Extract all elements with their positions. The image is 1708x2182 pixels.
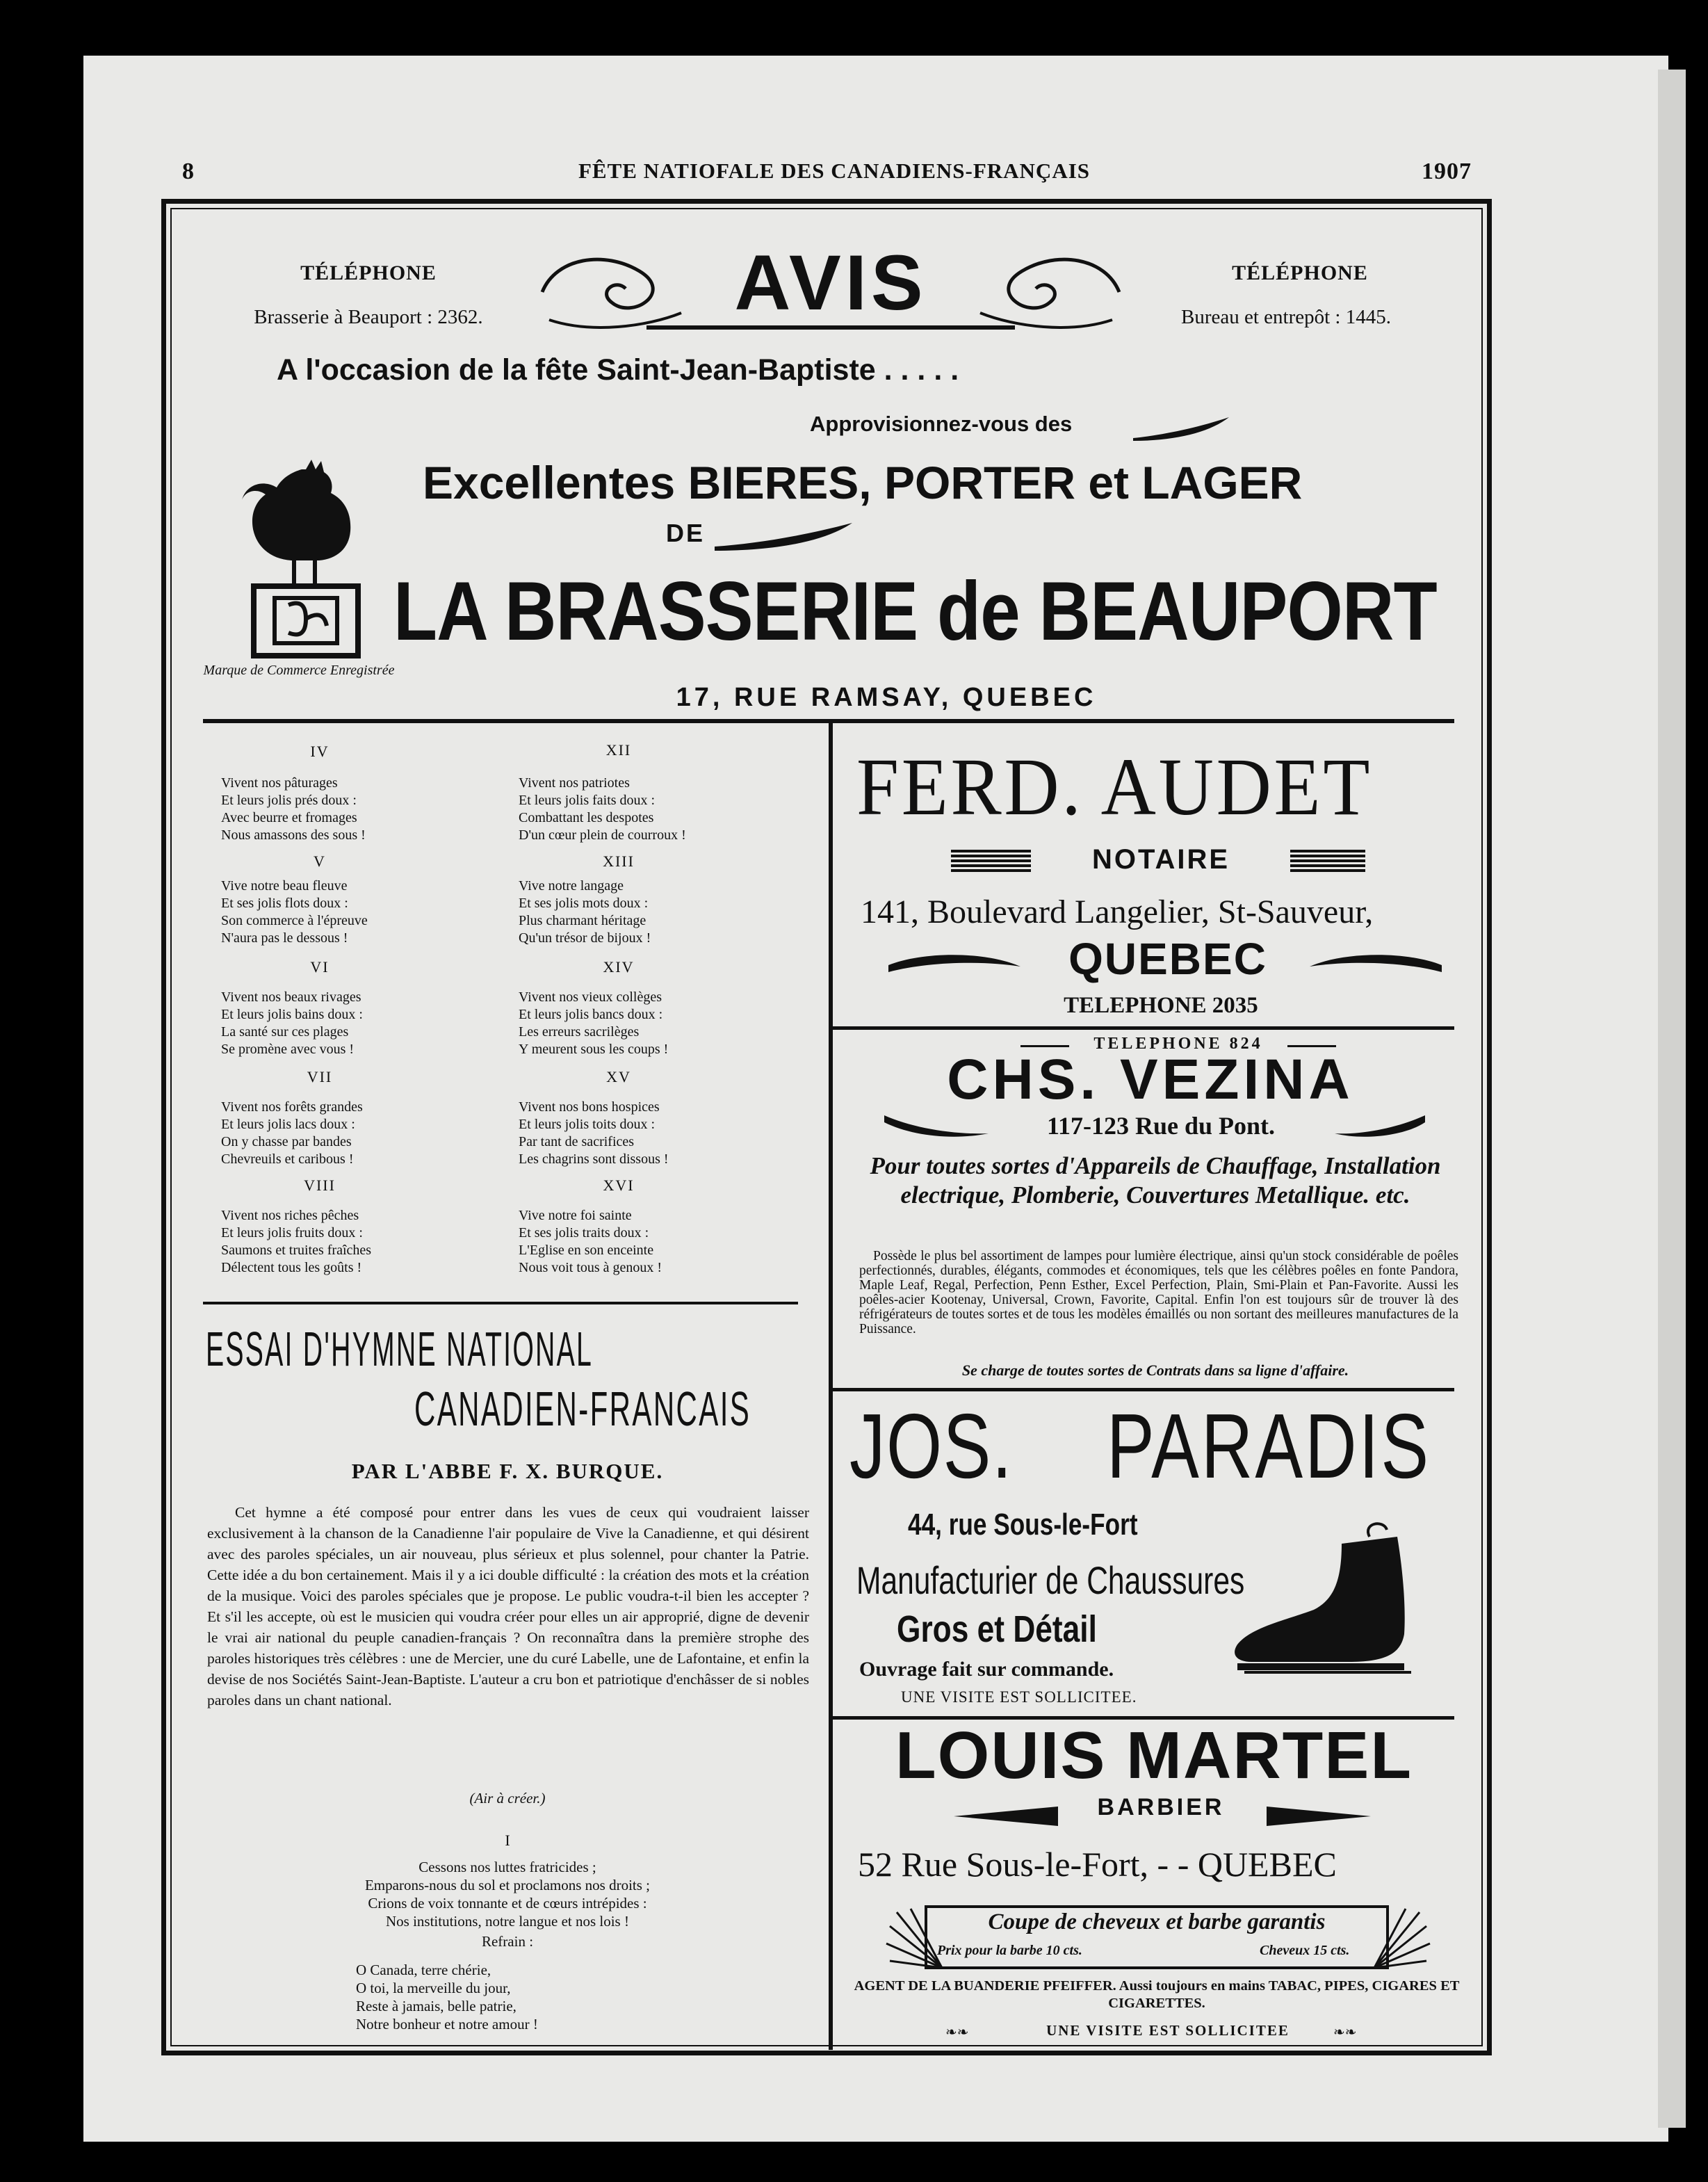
stanza-number: XV xyxy=(606,1068,631,1085)
paradis-first-name: JOS. xyxy=(849,1395,1014,1497)
stanza-number: XIV xyxy=(603,958,635,976)
stanza-text: Vivent nos beaux rivages Et leurs jolis bains doux : La santé sur ces plages Se promène avec vous ! xyxy=(221,989,363,1057)
ornament-right: ❧❧ xyxy=(1333,2025,1357,2040)
swash-decoration xyxy=(1310,951,1442,979)
stanza-text: Vivent nos pâturages Et leurs jolis prés doux : Avec beurre et fromages Nous amassons des sous ! xyxy=(221,775,366,843)
hymn-refrain: O Canada, terre chérie, O toi, la merveille du jour, Reste à jamais, belle patrie, Notre bonheur et notre amour ! xyxy=(356,1962,538,2033)
hymn-stanza-number: I xyxy=(505,1832,510,1849)
tel-left-value: Brasserie à Beauport : 2362. xyxy=(254,306,483,328)
swash-decoration xyxy=(888,951,1020,979)
martel-address: 52 Rue Sous-le-Fort, - - QUEBEC xyxy=(858,1845,1337,1884)
ornament-bar xyxy=(1290,850,1365,872)
martel-profession: BARBIER xyxy=(1097,1794,1225,1820)
swash-decoration xyxy=(1335,1113,1425,1140)
hymn-air-note: (Air à créer.) xyxy=(469,1790,546,1807)
audet-address: 141, Boulevard Langelier, St-Sauveur, xyxy=(861,894,1374,930)
stanza-number: V xyxy=(314,852,326,870)
paradis-line1: Manufacturier de Chaussures xyxy=(856,1558,1245,1602)
stanza-text: Vivent nos vieux collèges Et leurs jolis bancs doux : Les erreurs sacrilèges Y meurent sous les coups ! xyxy=(519,989,669,1057)
vezina-name: CHS. VEZINA xyxy=(947,1048,1354,1111)
ornament-left: ❧❧ xyxy=(945,2025,969,2040)
approvisionnez-line: Approvisionnez-vous des xyxy=(810,412,1073,436)
stanza-text: Vive notre langage Et ses jolis mots doux : Plus charmant héritage Qu'un trésor de bijoux ! xyxy=(519,878,651,946)
stanza-text: Vivent nos riches pêches Et leurs jolis fruits doux : Saumons et truites fraîches Délectent tous les goûts ! xyxy=(221,1208,372,1275)
stanza-text: Vive notre beau fleuve Et ses jolis flots doux : Son commerce à l'épreuve N'aura pas le dessous ! xyxy=(221,878,368,946)
vezina-tagline: Pour toutes sortes d'Appareils de Chauffage, Installation electrique, Plomberie, Couvertures Metallique. etc. xyxy=(870,1152,1441,1209)
stanza-number: VI xyxy=(310,958,330,976)
vezina-body: Possède le plus bel assortiment de lampes pour lumière électrique, ainsi qu'un stock considérable de poêles perfectionnés, durables, élégants, commodes et économiques, tels que les célèbres poêles en fonte Pandora, Maple Leaf, Regal, Perfection, Penn Esther, Excel Perfection, Plain, Smi-Plain et Pan-Favorite. Aussi les poêles-acier Kootenay, Universal, Crown, Favorite, Capital. Enfin l'on est toujours sûr de trouver là des réfrigérateurs de toutes sortes et de tous les modèles émaillés ou non sortant des meilleures manufactures de la Puissance. xyxy=(859,1249,1458,1336)
audet-phone: TELEPHONE 2035 xyxy=(1064,993,1258,1018)
stanza-number: XIII xyxy=(603,852,635,870)
paradis-address: 44, rue Sous-le-Fort xyxy=(908,1508,1138,1542)
audet-name: FERD. AUDET xyxy=(856,741,1373,832)
martel-box-price-beard: Prix pour la barbe 10 cts. xyxy=(937,1943,1082,1958)
vezina-address: 117-123 Rue du Pont. xyxy=(1046,1112,1276,1140)
tel-left-label: TÉLÉPHONE xyxy=(300,261,437,284)
swash-decoration xyxy=(884,1113,989,1140)
page-number: 8 xyxy=(182,159,195,184)
stanza-number: XII xyxy=(605,741,632,759)
page-year: 1907 xyxy=(1422,159,1472,184)
martel-name: LOUIS MARTEL xyxy=(895,1718,1413,1793)
page-edge xyxy=(1658,70,1686,2128)
products-line: Excellentes BIERES, PORTER et LAGER xyxy=(423,457,1303,508)
palm-ornament-right xyxy=(1371,1905,1433,1972)
hymn-intro: Cet hymne a été composé pour entrer dans les vues de ceux qui voudraient laisser exclusivement à la chanson de la Canadienne l'air populaire de Vive la Canadienne, et qui désirent avec des paroles spéciales, un air nouveau, plus sérieux et plus solennel, pour chanter la Patrie. Cette idée a du bon certainement. Mais il y a ici double difficulté : la création des mots et la création de la musique. Voici des paroles spéciales que je propose. Le public voudra-t-il bien les accepter ? Et s'il les accepte, où est le musicien qui voudra créer pour elles un air approprié, digne de devenir le vrai air national du peuple canadien-français ? On reconnaîtra dans la première strophe des paroles historiques très célèbres : une de Mercier, une du curé Labelle, une de Lafontaine, et enfin la devise de nos Sociétés Saint-Jean-Baptiste. L'auteur a cru bon et patriotique d'enchâsser de si nobles paroles dans un chant national. xyxy=(207,1504,809,1708)
occasion-line: A l'occasion de la fête Saint-Jean-Baptiste . . . . . xyxy=(277,353,959,387)
stanza-text: Vivent nos forêts grandes Et leurs jolis lacs doux : On y chasse par bandes Chevreuils et caribous ! xyxy=(221,1099,363,1167)
stanza-number: VIII xyxy=(304,1177,336,1194)
martel-box-title: Coupe de cheveux et barbe garantis xyxy=(988,1909,1326,1934)
stanza-number: VII xyxy=(307,1068,333,1085)
vezina-contracts: Se charge de toutes sortes de Contrats dans sa ligne d'affaire. xyxy=(961,1361,1349,1379)
stanza-number: IV xyxy=(310,743,330,760)
tel-right-label: TÉLÉPHONE xyxy=(1232,261,1368,284)
section-divider xyxy=(833,1026,1454,1030)
martel-agent: AGENT DE LA BUANDERIE PFEIFFER. Aussi toujours en mains TABAC, PIPES, CIGARES ET CIGARETTES. xyxy=(854,1978,1460,2011)
boot-illustration xyxy=(1223,1516,1432,1683)
paradis-line2: Gros et Détail xyxy=(897,1608,1097,1650)
vezina-phone: TELEPHONE 824 xyxy=(1093,1035,1263,1053)
tel-right-value: Bureau et entrepôt : 1445. xyxy=(1181,306,1391,328)
martel-box-price-hair: Cheveux 15 cts. xyxy=(1260,1943,1350,1958)
paradis-line4: UNE VISITE EST SOLLICITEE. xyxy=(901,1688,1137,1706)
brewery-name: LA BRASSERIE de BEAUPORT xyxy=(393,565,1437,658)
avis-title: AVIS xyxy=(734,239,927,326)
section-divider xyxy=(203,1302,798,1304)
stanza-number: XVI xyxy=(603,1177,635,1194)
swash-decoration xyxy=(1267,1802,1371,1827)
avis-ornament xyxy=(535,236,1126,341)
page-header-title: FÊTE NATIOFALE DES CANADIENS-FRANÇAIS xyxy=(578,159,1091,183)
audet-city: QUEBEC xyxy=(1068,934,1267,984)
paradis-line3: Ouvrage fait sur commande. xyxy=(859,1658,1114,1681)
hymn-title-line2: CANADIEN-FRANCAIS xyxy=(414,1382,751,1436)
swash-decoration xyxy=(715,520,854,552)
paradis-last-name: PARADIS xyxy=(1107,1395,1431,1497)
ornament-bar xyxy=(951,850,1031,872)
hymn-refrain-label: Refrain : xyxy=(481,1933,534,1950)
stanza-text: Vivent nos bons hospices Et leurs jolis toits doux : Par tant de sacrifices Les chagrins sont dissous ! xyxy=(519,1099,669,1167)
column-divider xyxy=(829,723,833,2050)
stanza-text: Vive notre foi sainte Et ses jolis traits doux : L'Eglise en son enceinte Nous voit tous à genoux ! xyxy=(519,1208,662,1275)
audet-profession: NOTAIRE xyxy=(1091,844,1230,875)
brewery-address: 17, RUE RAMSAY, QUEBEC xyxy=(676,683,1097,712)
swash-decoration xyxy=(1133,414,1230,442)
swash-decoration xyxy=(954,1802,1058,1827)
hymn-title-line1: ESSAI D'HYMNE NATIONAL xyxy=(206,1322,594,1376)
hymn-author: PAR L'ABBE F. X. BURQUE. xyxy=(351,1459,664,1483)
martel-visit: UNE VISITE EST SOLLICITEE xyxy=(1046,2022,1290,2039)
rooster-trademark-logo xyxy=(203,455,395,685)
svg-text:Marque de Commerce Enregistrée: Marque de Commerce Enregistrée xyxy=(203,663,395,678)
section-divider xyxy=(833,1388,1454,1391)
stanza-text: Vivent nos patriotes Et leurs jolis faits doux : Combattant les despotes D'un cœur plein de courroux ! xyxy=(519,775,686,843)
hymn-stanza: Cessons nos luttes fratricides ; Emparons-nous du sol et proclamons nos droits ; Crions de voix tonnante et de cœurs intrépides : Nos institutions, notre langue et nos lois ! xyxy=(364,1859,651,1930)
de-line: DE xyxy=(666,519,706,547)
